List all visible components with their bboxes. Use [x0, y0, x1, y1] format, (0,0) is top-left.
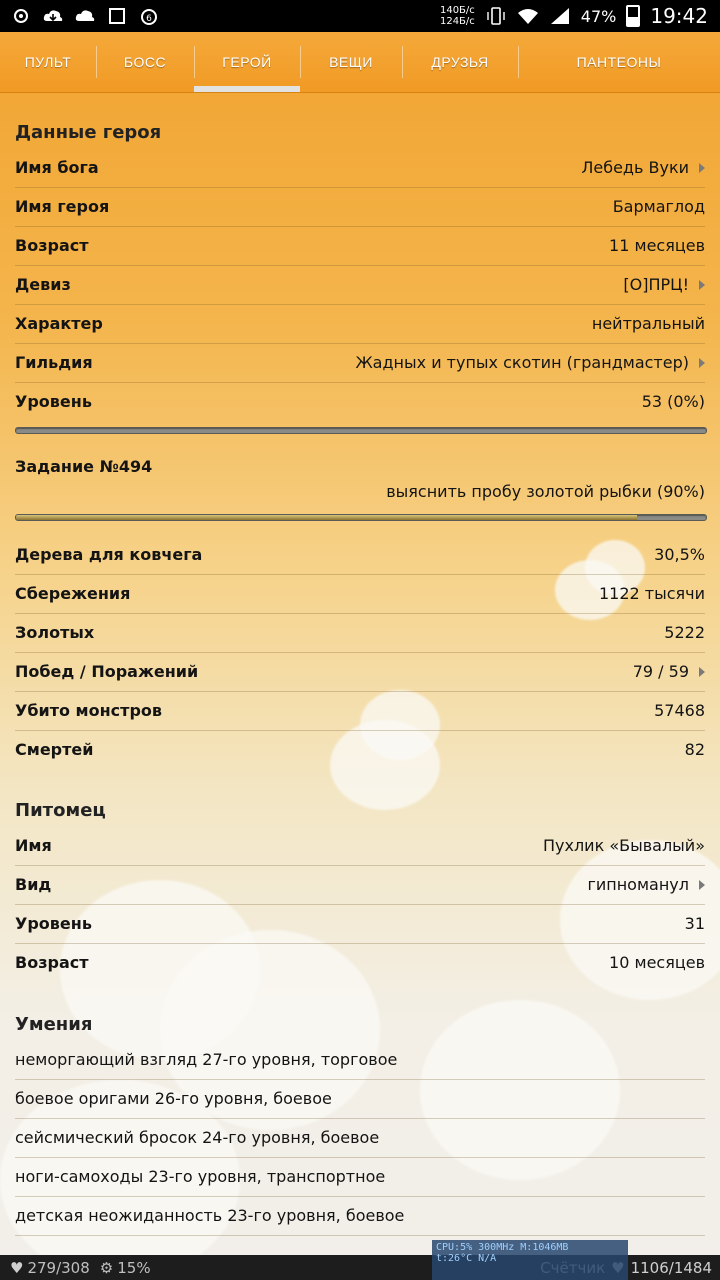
row-pet-species[interactable]: [15, 865, 705, 905]
row-value: Лебедь Вуки: [581, 158, 689, 177]
row-label: Сбережения: [15, 584, 131, 603]
row-label: Возраст: [15, 953, 89, 972]
row-hero-name: [15, 187, 705, 227]
skill-label: детская неожиданность 23-го уровня, боевое: [15, 1206, 405, 1225]
row-pet-age: [15, 943, 705, 982]
row-ark-wood: [15, 535, 705, 575]
row-savings: [15, 574, 705, 614]
tab-label: ДРУЗЬЯ: [431, 54, 489, 70]
row-label: Характер: [15, 314, 103, 333]
tab-bar: [0, 32, 720, 93]
quest-progress-fill: [16, 515, 637, 520]
row-label: Смертей: [15, 740, 94, 759]
percent-indicator: [90, 1259, 151, 1277]
row-label: Имя: [15, 836, 52, 855]
chevron-right-icon: [699, 667, 705, 677]
skill-label: сейсмический бросок 24-го уровня, боевое: [15, 1128, 380, 1147]
row-label: Золотых: [15, 623, 95, 642]
skill-label: неморгающий взгляд 27-го уровня, торговое: [15, 1050, 398, 1069]
row-level: [15, 382, 705, 421]
skill-item: [15, 1079, 705, 1119]
row-value: [О]ПРЦ!: [623, 275, 689, 294]
system-monitor-overlay: [432, 1240, 628, 1280]
skills-section-title: Умения: [15, 1014, 93, 1035]
heart-icon: ♥: [10, 1258, 24, 1277]
row-value: 30,5%: [654, 545, 705, 564]
skill-item: [15, 1040, 705, 1080]
gear-icon: ⚙: [99, 1258, 114, 1277]
row-character: [15, 304, 705, 344]
rate-down: 124Б/с: [439, 16, 475, 27]
rate-up: 140Б/с: [439, 5, 475, 16]
network-rates: [440, 5, 475, 27]
row-label: Имя бога: [15, 158, 99, 177]
tab-pantheons[interactable]: [518, 32, 720, 92]
chevron-right-icon: [699, 880, 705, 890]
quest-title: Задание №494: [15, 457, 153, 476]
svg-text:6: 6: [146, 14, 152, 24]
row-value: 53 (0%): [641, 392, 705, 411]
row-value: 57468: [654, 701, 705, 720]
skill-item: [15, 1196, 705, 1236]
quest-text: выяснить пробу золотой рыбки (90%): [386, 482, 705, 501]
battery-percent: 47%: [580, 6, 617, 26]
cloud-icon: [74, 7, 96, 25]
cloud-download-icon: [42, 7, 64, 25]
status-bar: [0, 0, 720, 32]
row-value: 10 месяцев: [609, 953, 705, 972]
chevron-right-icon: [699, 358, 705, 368]
hero-section-title: Данные героя: [15, 122, 162, 143]
row-value: 5222: [664, 623, 705, 642]
tab-label: ПУЛЬТ: [24, 54, 72, 70]
row-god-name[interactable]: [15, 148, 705, 188]
row-label: Возраст: [15, 236, 89, 255]
level-progress-bar: [15, 427, 707, 434]
row-label: Вид: [15, 875, 52, 894]
row-monsters-killed: [15, 691, 705, 731]
battery-icon: [626, 5, 640, 27]
overlay-line: t:26°C N/A: [436, 1253, 497, 1264]
row-label: Уровень: [15, 914, 92, 933]
square-icon: [106, 7, 128, 25]
weather-icon: [10, 7, 32, 25]
quest-progress-bar: [15, 514, 707, 521]
row-value: нейтральный: [591, 314, 705, 333]
tab-label: БОСС: [123, 54, 167, 70]
tab-friends[interactable]: [402, 32, 518, 92]
pet-section-title: Питомец: [15, 800, 106, 821]
counter-value: 1106/1484: [630, 1258, 712, 1277]
tab-boss[interactable]: [96, 32, 194, 92]
tab-remote[interactable]: [0, 32, 96, 92]
row-label: Девиз: [15, 275, 71, 294]
row-guild[interactable]: [15, 343, 705, 383]
row-value: гипноманул: [587, 875, 689, 894]
tab-hero[interactable]: [194, 32, 300, 92]
skill-item: [15, 1118, 705, 1158]
row-value: Пухлик «Бывалый»: [542, 836, 705, 855]
row-hero-age: [15, 226, 705, 266]
row-value: 1122 тысячи: [598, 584, 705, 603]
tab-label: ВЕЩИ: [329, 54, 373, 70]
row-value: 11 месяцев: [609, 236, 705, 255]
row-label: Уровень: [15, 392, 92, 411]
row-label: Побед / Поражений: [15, 662, 199, 681]
skill-label: ноги-самоходы 23-го уровня, транспортное: [15, 1167, 386, 1186]
skill-item: [15, 1157, 705, 1197]
row-motto[interactable]: [15, 265, 705, 305]
row-value: Жадных и тупых скотин (грандмастер): [355, 353, 689, 372]
tab-label: ПАНТЕОНЫ: [576, 54, 662, 70]
row-gold: [15, 613, 705, 653]
signal-icon: [549, 7, 571, 25]
row-value: 82: [684, 740, 705, 759]
chevron-right-icon: [699, 163, 705, 173]
row-value: 79 / 59: [632, 662, 689, 681]
row-wins-losses[interactable]: [15, 652, 705, 692]
clock: 19:42: [650, 4, 708, 28]
skill-label: боевое оригами 26-го уровня, боевое: [15, 1089, 332, 1108]
row-label: Имя героя: [15, 197, 110, 216]
row-label: Дерева для ковчега: [15, 545, 203, 564]
row-deaths: [15, 730, 705, 769]
wifi-icon: [517, 7, 539, 25]
tab-items[interactable]: [300, 32, 402, 92]
percent-value: 15%: [117, 1258, 151, 1277]
row-value: 31: [684, 914, 705, 933]
row-pet-name: [15, 826, 705, 866]
vibrate-icon: [485, 7, 507, 25]
chevron-right-icon: [699, 280, 705, 290]
hero-content: [0, 92, 720, 1255]
overlay-line: CPU:5% 300MHz M:1046MB: [436, 1242, 569, 1253]
health-indicator: [0, 1259, 90, 1277]
row-value: Бармаглод: [612, 197, 705, 216]
tab-label: ГЕРОЙ: [222, 54, 272, 70]
alarm-icon: [138, 7, 160, 25]
row-pet-level: [15, 904, 705, 944]
row-label: Гильдия: [15, 353, 93, 372]
row-label: Убито монстров: [15, 701, 163, 720]
health-value: 279/308: [27, 1258, 90, 1277]
